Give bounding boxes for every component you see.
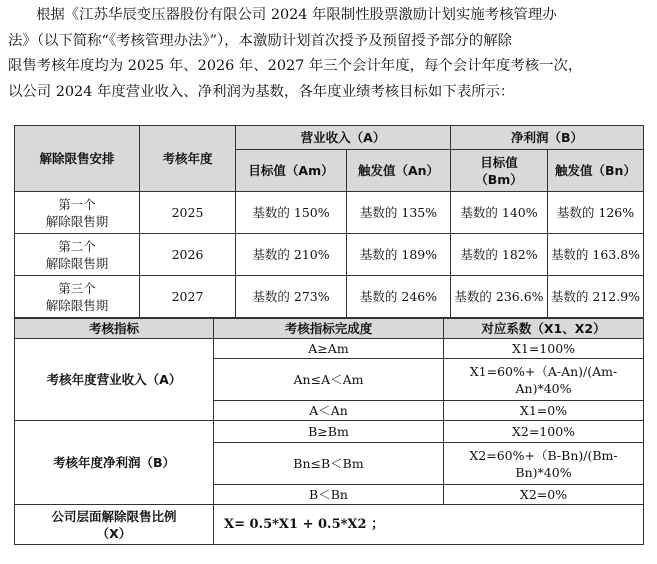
cell-period: [15, 192, 140, 234]
cell-condition: Bn≤B＜Bm: [214, 443, 444, 485]
cell-bm: 基数的 182%: [451, 234, 548, 276]
cell-am: 基数的 150%: [236, 192, 347, 234]
cell-bm: 基数的 236.6%: [451, 276, 548, 318]
cell-coefficient: X1=0%: [444, 401, 644, 421]
header-year: 考核年度: [140, 126, 236, 192]
cell-am: 基数的 210%: [236, 234, 347, 276]
table-row: [15, 339, 644, 359]
header-bn: 触发值（Bn）: [548, 150, 644, 192]
period-line: 第三个: [58, 280, 96, 296]
cell-period: [15, 234, 140, 276]
coefficient-line: X1=60%+（A-An)/(Am-: [469, 363, 618, 379]
cell-bn: 基数的 126%: [548, 192, 644, 234]
header-bm-line: （Bm）: [475, 171, 523, 187]
header-period: 解除限售安排: [15, 126, 140, 192]
cell-condition: B≥Bm: [214, 421, 444, 443]
company-unlock-formula: X= 0.5*X1 + 0.5*X2 ；: [214, 505, 644, 545]
header-revenue-group: 营业收入（A）: [236, 126, 451, 150]
intro-paragraph: [8, 3, 650, 105]
cell-bn: 基数的 212.9%: [548, 276, 644, 318]
header-bm: [451, 150, 548, 192]
cell-condition: B＜Bn: [214, 485, 444, 505]
cell-bm: 基数的 140%: [451, 192, 548, 234]
cell-an: 基数的 246%: [347, 276, 451, 318]
period-line: 解除限售期: [45, 255, 109, 271]
cell-condition: A≥Am: [214, 339, 444, 359]
revenue-indicator-label: 考核年度营业收入（A）: [15, 339, 214, 421]
header-indicator: 考核指标: [15, 319, 214, 339]
cell-coefficient: X2=0%: [444, 485, 644, 505]
coefficient-line: An)*40%: [515, 380, 572, 396]
company-label-line: 公司层面解除限售比例: [51, 508, 177, 524]
cell-year: 2025: [140, 192, 236, 234]
intro-line: 限售考核年度均为 2025 年、2026 年、2027 年三个会计年度，每个会计年度考核一次，: [8, 58, 583, 74]
table-row: [15, 234, 644, 276]
performance-targets-table: [14, 125, 644, 318]
period-line: 解除限售期: [45, 213, 109, 229]
coefficient-line: Bn)*40%: [515, 464, 572, 480]
table-row: [15, 276, 644, 318]
cell-coefficient: [444, 359, 644, 401]
period-line: 第一个: [58, 196, 96, 212]
table-row: [15, 421, 644, 443]
cell-an: 基数的 189%: [347, 234, 451, 276]
period-line: 第二个: [58, 238, 96, 254]
cell-coefficient: X1=100%: [444, 339, 644, 359]
cell-period: [15, 276, 140, 318]
intro-line: 法》（以下简称“《考核管理办法》”），本激励计划首次授予及预留授予部分的解除: [8, 32, 512, 49]
cell-am: 基数的 273%: [236, 276, 347, 318]
table-row: [15, 505, 644, 545]
profit-indicator-label: 考核年度净利润（B）: [15, 421, 214, 505]
table-row: [15, 192, 644, 234]
intro-line: 根据《江苏华辰变压器股份有限公司 2024 年限制性股票激励计划实施考核管理办: [36, 7, 557, 23]
company-label-line: （X）: [96, 525, 132, 541]
header-am: 目标值（Am）: [236, 150, 347, 192]
cell-bn: 基数的 163.8%: [548, 234, 644, 276]
cell-year: 2027: [140, 276, 236, 318]
cell-coefficient: X2=100%: [444, 421, 644, 443]
cell-year: 2026: [140, 234, 236, 276]
cell-an: 基数的 135%: [347, 192, 451, 234]
company-unlock-ratio-label: [15, 505, 214, 545]
header-an: 触发值（An）: [347, 150, 451, 192]
header-completion: 考核指标完成度: [214, 319, 444, 339]
cell-condition: A＜An: [214, 401, 444, 421]
header-profit-group: 净利润（B）: [451, 126, 644, 150]
cell-coefficient: [444, 443, 644, 485]
coefficient-table: [14, 318, 644, 545]
coefficient-line: X2=60%+（B-Bn)/(Bm-: [469, 447, 618, 463]
intro-line: 以公司 2024 年度营业收入、净利润为基数，各年度业绩考核目标如下表所示：: [8, 83, 515, 100]
header-bm-line: 目标值: [480, 154, 518, 170]
header-coefficient: 对应系数（X1、X2）: [444, 319, 644, 339]
period-line: 解除限售期: [45, 297, 109, 313]
cell-condition: An≤A＜Am: [214, 359, 444, 401]
